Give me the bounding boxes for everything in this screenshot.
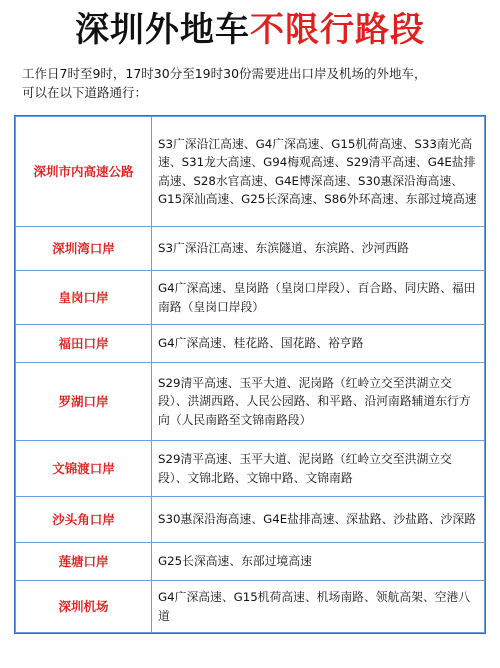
row-name: 福田口岸 (16, 325, 152, 363)
table-row (16, 581, 485, 633)
row-roads: G25长深高速、东部过境高速 (152, 543, 485, 581)
table-row (16, 227, 485, 271)
row-roads: G4广深高速、皇岗路（皇岗口岸段）、百合路、同庆路、福田南路（皇岗口岸段） (152, 271, 485, 325)
row-roads: S29清平高速、玉平大道、泥岗路（红岭立交至洪湖立交段）、洪湖西路、人民公园路、和平路、沿河南路辅道东行方向（人民南路至文锦南路段） (152, 363, 485, 441)
roads-table-grid (15, 116, 485, 633)
row-name: 文锦渡口岸 (16, 441, 152, 497)
intro-text (22, 64, 492, 102)
row-name: 沙头角口岸 (16, 497, 152, 543)
row-name: 皇岗口岸 (16, 271, 152, 325)
table-row (16, 325, 485, 363)
row-roads: G4广深高速、桂花路、国花路、裕亨路 (152, 325, 485, 363)
title-part-black: 深圳外地车 (75, 10, 250, 50)
page-title (0, 6, 500, 54)
roads-table (14, 115, 486, 634)
table-row (16, 543, 485, 581)
table-row (16, 271, 485, 325)
row-name: 深圳湾口岸 (16, 227, 152, 271)
row-roads: S29清平高速、玉平大道、泥岗路（红岭立交至洪湖立交段）、文锦北路、文锦中路、文锦南路 (152, 441, 485, 497)
title-part-red: 不限行路段 (250, 10, 425, 50)
row-name: 深圳市内高速公路 (16, 117, 152, 227)
table-row (16, 441, 485, 497)
row-name: 罗湖口岸 (16, 363, 152, 441)
row-roads: G4广深高速、G15机荷高速、机场南路、领航高架、空港八道 (152, 581, 485, 633)
table-row (16, 363, 485, 441)
row-roads: S3广深沿江高速、东滨隧道、东滨路、沙河西路 (152, 227, 485, 271)
table-row (16, 497, 485, 543)
intro-line-1: 工作日7时至9时，17时30分至19时30份需要进出口岸及机场的外地车， (22, 66, 427, 81)
row-roads: S30惠深沿海高速、G4E盐排高速、深盐路、沙盐路、沙深路 (152, 497, 485, 543)
row-name: 莲塘口岸 (16, 543, 152, 581)
intro-line-2: 可以在以下道路通行： (22, 85, 148, 100)
table-row (16, 117, 485, 227)
row-name: 深圳机场 (16, 581, 152, 633)
row-roads: S3广深沿江高速、G4广深高速、G15机荷高速、S33南光高速、S31龙大高速、G94梅观高速、S29清平高速、G4E盐排高速、S28水官高速、G4E博深高速、S30惠深沿海高速、G15深汕高速、G25长深高速、S86外环高速、东部过境高速 (152, 117, 485, 227)
